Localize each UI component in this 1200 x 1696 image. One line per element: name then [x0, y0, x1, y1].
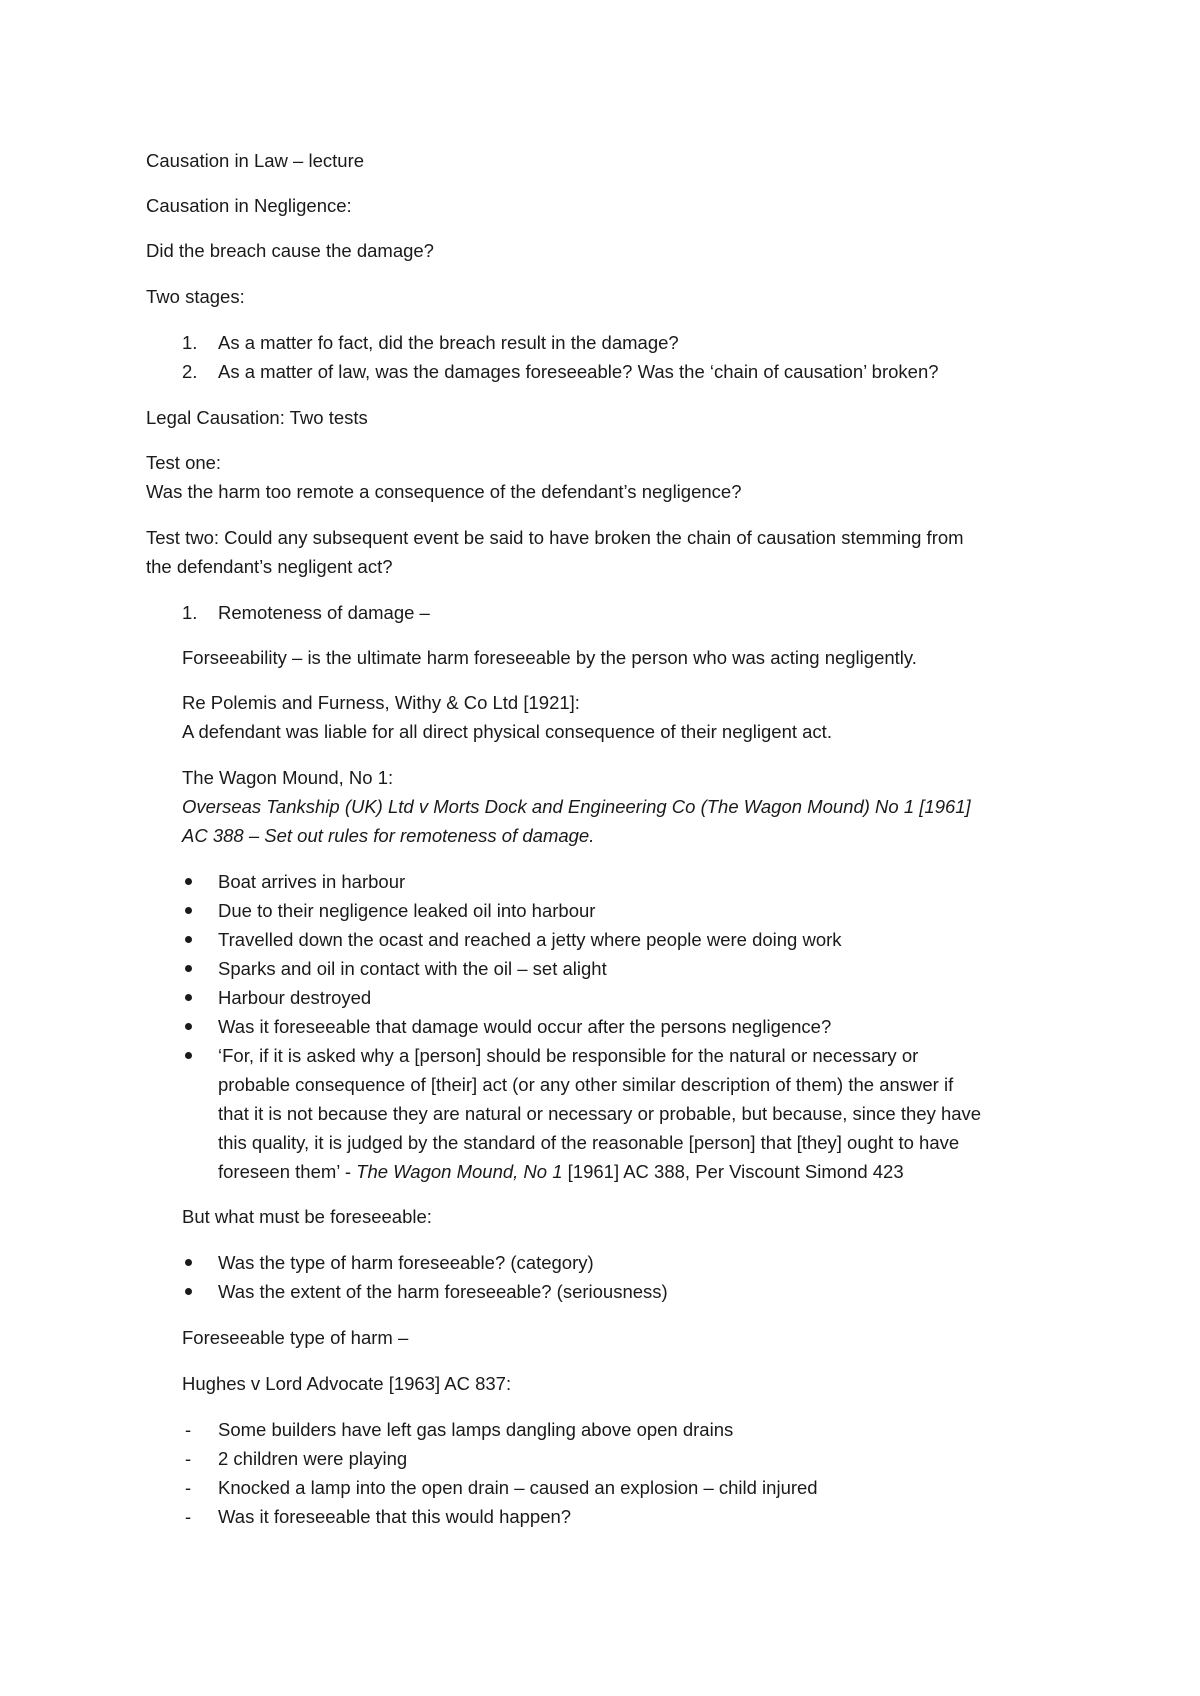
- bullet-icon: [185, 1288, 192, 1295]
- bullet-icon: [185, 907, 192, 914]
- dash-marker: -: [185, 1477, 192, 1498]
- hughes-case: Hughes v Lord Advocate [1963] AC 837:: [182, 1373, 512, 1394]
- test-one-label: Test one:: [146, 452, 222, 473]
- polemis-case: Re Polemis and Furness, Withy & Co Ltd [1921]:: [182, 692, 580, 713]
- list-item: Harbour destroyed: [218, 987, 372, 1008]
- bullet-icon: [185, 994, 192, 1001]
- wagon-mound-case: AC 388 – Set out rules for remoteness of damage.: [182, 825, 595, 846]
- forseeability-text: Forseeability – is the ultimate harm foreseeable by the person who was acting negligently.: [182, 647, 917, 668]
- list-item: Boat arrives in harbour: [218, 871, 406, 892]
- wagon-mound-case: Overseas Tankship (UK) Ltd v Morts Dock and Engineering Co (The Wagon Mound) No 1 [1961]: [182, 796, 971, 817]
- quote-line: ‘For, if it is asked why a [person] should be responsible for the natural or necessary or: [218, 1045, 919, 1066]
- test-one-question: Was the harm too remote a consequence of the defendant’s negligence?: [146, 481, 742, 502]
- bullet-icon: [185, 965, 192, 972]
- doc-subtitle: Causation in Negligence:: [146, 195, 352, 216]
- bullet-icon: [185, 878, 192, 885]
- two-stages-label: Two stages:: [146, 286, 245, 307]
- dash-marker: -: [185, 1448, 192, 1469]
- legal-causation-heading: Legal Causation: Two tests: [146, 407, 368, 428]
- bullet-icon: [185, 1052, 192, 1059]
- bullet-icon: [185, 1259, 192, 1266]
- list-item: As a matter of law, was the damages foreseeable? Was the ‘chain of causation’ broken?: [218, 361, 939, 382]
- list-item: Some builders have left gas lamps dangling above open drains: [218, 1419, 734, 1440]
- list-item: Was the extent of the harm foreseeable? (seriousness): [218, 1281, 668, 1302]
- polemis-summary: A defendant was liable for all direct physical consequence of their negligent act.: [182, 721, 832, 742]
- doc-title: Causation in Law – lecture: [146, 150, 365, 171]
- list-marker: 1.: [182, 602, 198, 623]
- wagon-mound-title: The Wagon Mound, No 1:: [182, 767, 394, 788]
- list-item: Was it foreseeable that this would happen?: [218, 1506, 572, 1527]
- bullet-icon: [185, 1023, 192, 1030]
- quote-line: that it is not because they are natural or necessary or probable, but because, since they have: [218, 1103, 982, 1124]
- bullet-icon: [185, 936, 192, 943]
- dash-marker: -: [185, 1506, 192, 1527]
- quote-line: this quality, it is judged by the standard of the reasonable [person] that [they] ought to have: [218, 1132, 960, 1153]
- list-item: Was the type of harm foreseeable? (category): [218, 1252, 594, 1273]
- quote-line: probable consequence of [their] act (or any other similar description of them) the answer if: [218, 1074, 954, 1095]
- list-item: Due to their negligence leaked oil into harbour: [218, 900, 596, 921]
- but-what-foreseeable: But what must be foreseeable:: [182, 1206, 432, 1227]
- question-breach: Did the breach cause the damage?: [146, 240, 434, 261]
- test-two-line: Test two: Could any subsequent event be said to have broken the chain of causation stemming from: [146, 527, 964, 548]
- list-marker: 1.: [182, 332, 198, 353]
- test-two-line: the defendant’s negligent act?: [146, 556, 393, 577]
- list-item: As a matter fo fact, did the breach result in the damage?: [218, 332, 679, 353]
- list-item: Knocked a lamp into the open drain – caused an explosion – child injured: [218, 1477, 818, 1498]
- list-item: Sparks and oil in contact with the oil – set alight: [218, 958, 607, 979]
- list-item: Was it foreseeable that damage would occur after the persons negligence?: [218, 1016, 832, 1037]
- foreseeable-type-heading: Foreseeable type of harm –: [182, 1327, 409, 1348]
- remoteness-heading: Remoteness of damage –: [218, 602, 430, 623]
- dash-marker: -: [185, 1419, 192, 1440]
- quote-citation: foreseen them’ - The Wagon Mound, No 1 [1961] AC 388, Per Viscount Simond 423: [218, 1161, 904, 1182]
- list-marker: 2.: [182, 361, 198, 382]
- list-item: Travelled down the ocast and reached a jetty where people were doing work: [218, 929, 842, 950]
- list-item: 2 children were playing: [218, 1448, 408, 1469]
